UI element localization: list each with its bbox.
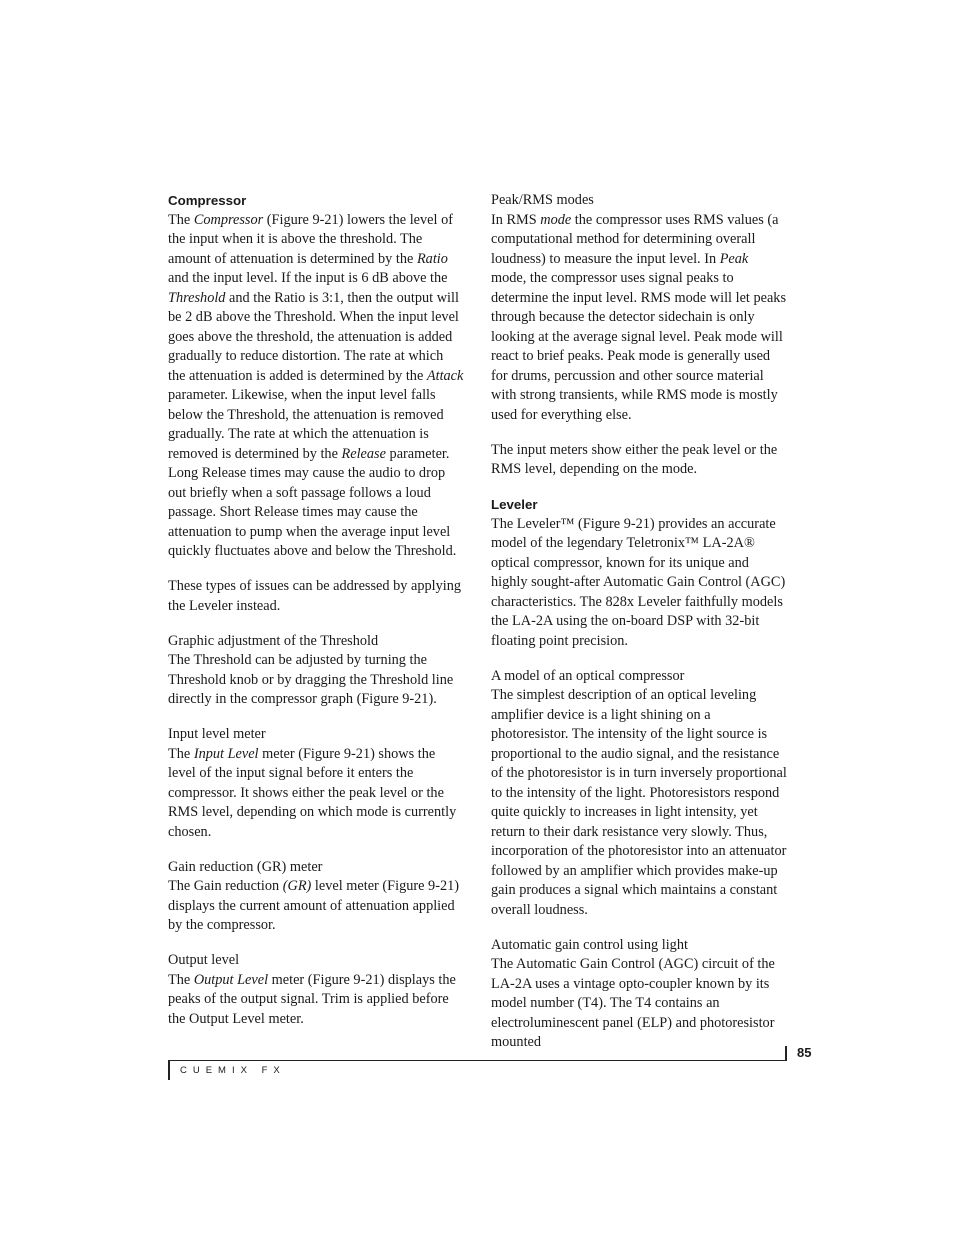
- text-run: (Figure 9-21) lowers the level of the input when it is above the threshold. The amount of attenuation is determined by the: [168, 211, 453, 267]
- article-section: [168, 858, 464, 936]
- article-section: [491, 936, 787, 1053]
- text-run: and the Ratio is 3:1, then the output will be 2 dB above the Threshold. When the input level goes above the threshold, the attenuation is added gradually to reduce distortion. The rate at which the attenuation is added is determined by the: [168, 289, 459, 384]
- left-column: [168, 191, 464, 1045]
- text-run: The: [168, 745, 194, 762]
- text-run: parameter. Likewise, when the input level falls below the Threshold, the attenuation is removed gradually. The rate at which the attenuation is removed is determined by the: [168, 387, 444, 462]
- italic-term: Ratio: [416, 250, 448, 267]
- italic-term: Attack: [426, 367, 464, 384]
- section-heading: Input level meter: [168, 726, 266, 742]
- italic-term: Input Level: [193, 745, 259, 762]
- text-run: The input meters show either the peak level or the RMS level, depending on the mode.: [491, 441, 778, 477]
- article-section: [168, 577, 464, 616]
- text-run: The Gain reduction: [168, 878, 283, 894]
- section-heading: Automatic gain control using light: [491, 936, 688, 953]
- text-run: meter (Figure 9-21) shows the level of the input signal before it enters the compressor. It shows either the peak level or the RMS level, depending on which mode is currently chosen.: [168, 745, 457, 840]
- article-section: [491, 441, 787, 480]
- body-paragraph: [168, 971, 464, 1030]
- text-run: The Automatic Gain Control (AGC) circuit of the LA-2A uses a vintage opto-coupler known by its model number (T4). The T4 contains an electroluminescent panel (ELP) and photoresistor mounted: [491, 956, 775, 1050]
- text-run: The: [168, 971, 194, 988]
- article-section: [168, 191, 464, 562]
- text-run: meter (Figure 9-21) displays the peaks of the output signal. Trim is applied before the Output Level meter.: [168, 971, 456, 1027]
- section-heading: Leveler: [491, 497, 538, 512]
- page-number: 85: [797, 1045, 812, 1060]
- section-heading: Peak/RMS modes: [491, 192, 594, 208]
- article-section: [168, 725, 464, 842]
- body-paragraph: [491, 515, 787, 652]
- text-run: The: [168, 211, 194, 228]
- italic-term: (GR): [282, 878, 312, 894]
- italic-term: mode: [540, 211, 572, 228]
- italic-term: Compressor: [193, 211, 264, 228]
- right-column: [491, 191, 787, 1068]
- text-run: parameter. Long Release times may cause the audio to drop out briefly when a soft passage follows a loud passage. Short Release times may cause the attenuation to pump when the average input level quickly fluctuates above and below the Threshold.: [168, 445, 457, 559]
- footer-left-tick: [168, 1060, 170, 1080]
- body-paragraph: [491, 686, 787, 920]
- text-run: The Threshold can be adjusted by turning the Threshold knob or by dragging the Threshold line directly in the compressor graph (Figure 9-21).: [168, 652, 454, 707]
- body-paragraph: [491, 441, 787, 480]
- italic-term: Peak: [719, 250, 749, 267]
- body-paragraph: [491, 955, 787, 1053]
- section-heading: Compressor: [168, 193, 247, 208]
- article-section: [168, 632, 464, 710]
- footer-rule: [168, 1060, 786, 1061]
- article-section: [168, 951, 464, 1029]
- italic-term: Release: [341, 445, 386, 462]
- body-paragraph: [168, 877, 464, 936]
- section-heading: Output level: [168, 952, 240, 968]
- body-paragraph: [168, 745, 464, 843]
- section-heading: Gain reduction (GR) meter: [168, 858, 323, 875]
- text-run: In RMS: [491, 211, 541, 228]
- text-run: The simplest description of an optical leveling amplifier device is a light shining on a photoresistor. The intensity of the light source is proportional to the audio signal, and the resistance of the photoresistor is in turn inversely proportional to the intensity of the light. Photoresistors respond quite quickly to increases in light intensity, yet return to their dark resistance very slowly. Thus, incorporation of the photoresistor into an attenuator followed by an amplifier which provides make-up gain produces a signal which maintains a constant overall loudness.: [491, 687, 787, 918]
- text-run: The Leveler™ (Figure 9-21) provides an accurate model of the legendary Teletronix™ LA-2A® optical compressor, known for its unique and highly sought-after Automatic Gain Control (AGC) characteristics. The 828x Leveler faithfully models the LA-2A using the on-board DSP with 32-bit floating point precision.: [491, 515, 786, 649]
- section-heading: A model of an optical compressor: [491, 667, 685, 684]
- text-run: These types of issues can be addressed by applying the Leveler instead.: [168, 578, 462, 614]
- text-run: level meter (Figure 9-21) displays the current amount of attenuation applied by the compressor.: [168, 878, 460, 933]
- italic-term: Threshold: [168, 289, 226, 306]
- italic-term: Output Level: [193, 971, 269, 988]
- body-paragraph: [168, 211, 464, 562]
- body-paragraph: [168, 577, 464, 616]
- body-paragraph: [491, 211, 787, 426]
- text-run: and the input level. If the input is 6 dB above the: [168, 270, 448, 286]
- footer-brand: CUEMIX FX: [180, 1065, 286, 1076]
- text-run: mode, the compressor uses signal peaks to determine the input level. RMS mode will let peaks through because the detector sidechain is only looking at the average signal level. Peak mode will react to brief peaks. Peak mode is generally used for drums, percussion and other source material with strong transients, while RMS mode is mostly used for everything else.: [491, 270, 787, 423]
- text-run: the compressor uses RMS values (a computational method for determining overall loudness) to measure the input level. In: [491, 211, 779, 267]
- footer-right-tick: [785, 1046, 787, 1061]
- article-section: [491, 495, 787, 651]
- section-heading: Graphic adjustment of the Threshold: [168, 632, 379, 649]
- body-paragraph: [168, 651, 464, 710]
- article-section: [491, 191, 787, 425]
- article-section: [491, 667, 787, 921]
